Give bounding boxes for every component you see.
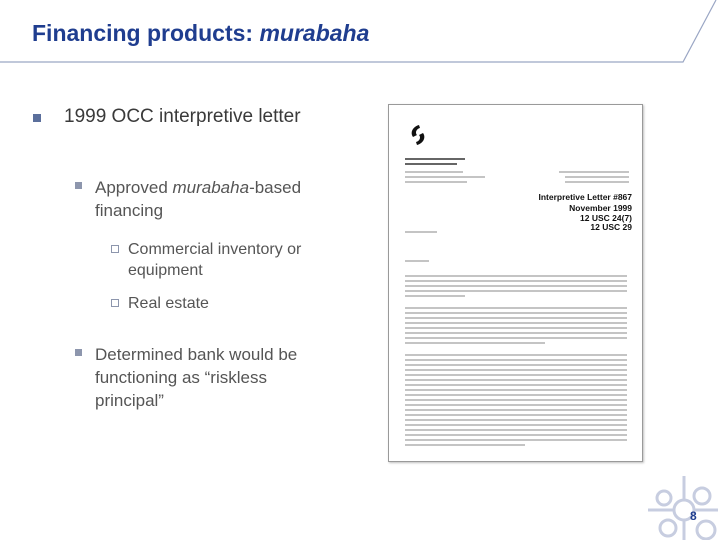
corner-flourish-icon	[640, 470, 720, 540]
item-square-icon	[111, 299, 119, 307]
item-square-icon	[111, 245, 119, 253]
bullet-occ-letter: 1999 OCC interpretive letter	[64, 106, 301, 127]
letter-cite-2: 12 USC 29	[590, 222, 632, 232]
item-real-estate: Real estate	[128, 295, 209, 312]
sub-bullet-riskless	[95, 343, 297, 412]
sub-bullet-approved-suffix: -based	[249, 178, 302, 197]
slide-title	[32, 20, 369, 47]
sub-bullet-approved-line2: financing	[95, 201, 164, 220]
sub-bullet-approved-italic: murabaha	[172, 178, 250, 197]
sub-bullet-riskless-line3: principal”	[95, 391, 164, 410]
sub-bullet-riskless-line2: functioning as “riskless	[95, 368, 267, 387]
page-number: 8	[690, 509, 697, 523]
item-commercial-line2: equipment	[128, 262, 203, 279]
sub-bullet-approved-text: Approved	[95, 178, 173, 197]
title-text: Financing products:	[32, 20, 260, 46]
letter-heading: Interpretive Letter #867	[538, 192, 632, 202]
item-commercial-line1: Commercial inventory or	[128, 241, 302, 258]
letter-cite-1: 12 USC 24(7)	[580, 213, 632, 223]
bullet-square-icon	[33, 114, 41, 122]
occ-logo-icon	[407, 123, 429, 147]
sub-bullet-riskless-line1: Determined bank would be	[95, 345, 298, 364]
sub-bullet-square-icon	[75, 349, 82, 356]
sub-bullet-square-icon	[75, 182, 82, 189]
title-italic: murabaha	[259, 20, 370, 46]
letter-date: November 1999	[569, 203, 632, 213]
item-commercial-inventory	[128, 239, 301, 281]
interpretive-letter-image	[388, 104, 643, 462]
sub-bullet-approved	[95, 176, 301, 222]
